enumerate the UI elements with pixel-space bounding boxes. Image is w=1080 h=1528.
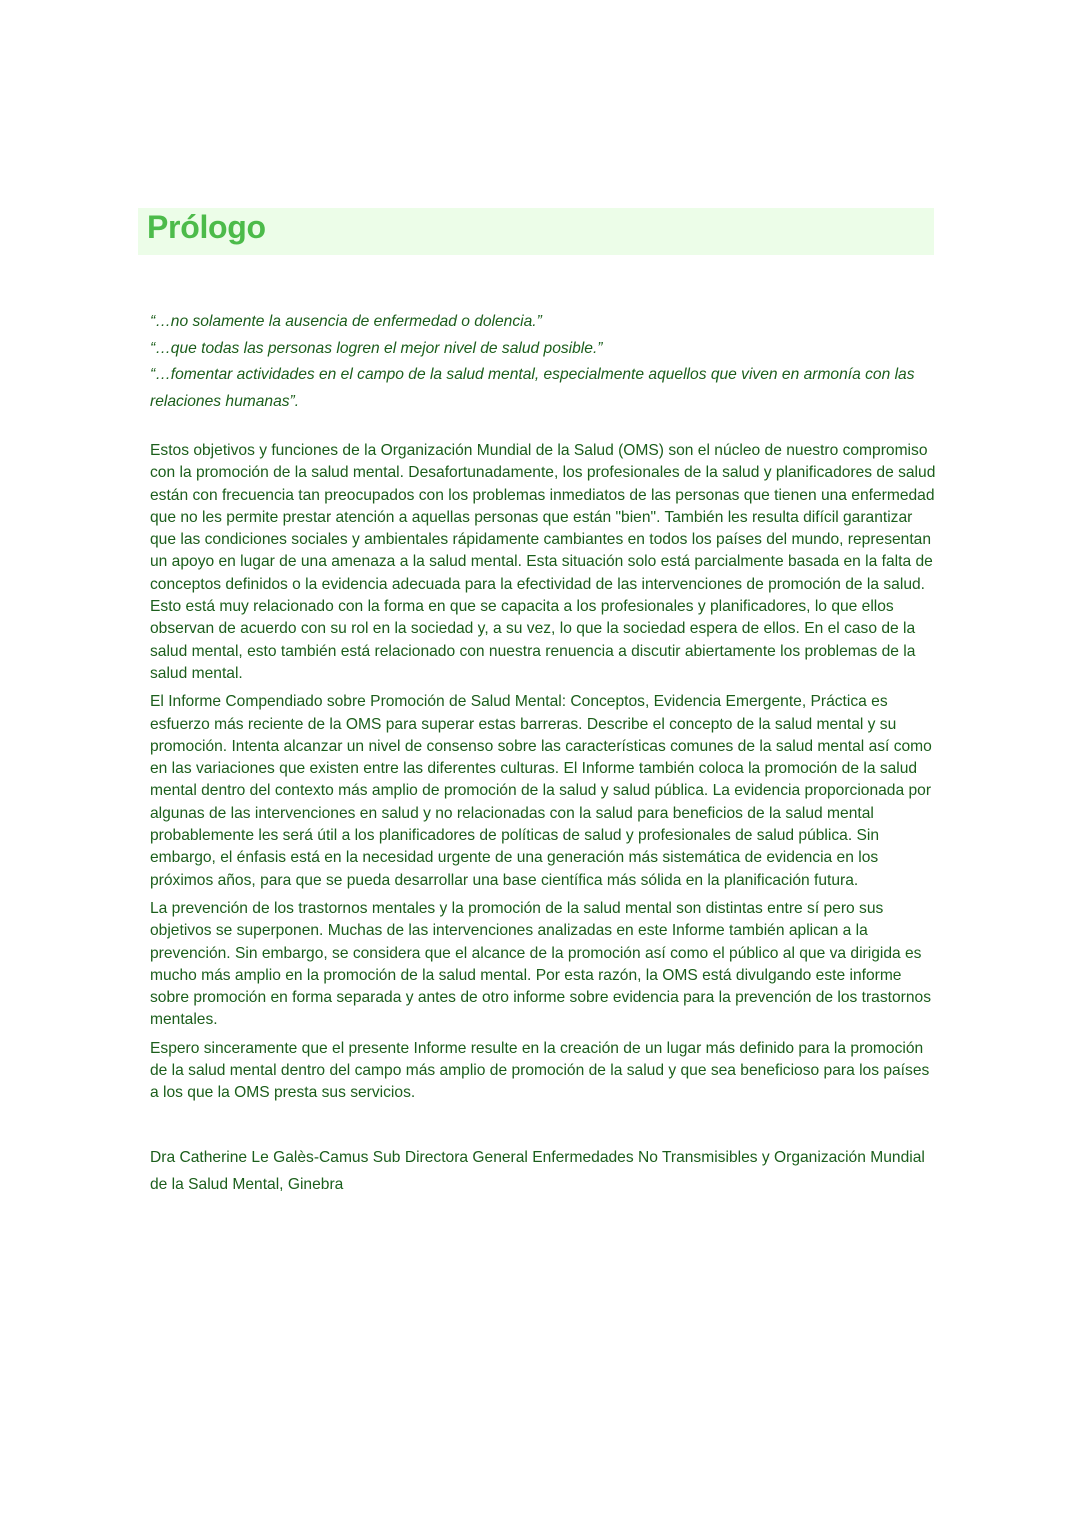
paragraph-4: Espero sinceramente que el presente Informe resulte en la creación de un lugar más definido para la promoción de la salud mental dentro del campo más amplio de promoción de la salud y que sea beneficioso para los países a los que la OMS presta sus servicios. [150, 1039, 930, 1102]
quote-1: “…no solamente la ausencia de enfermedad o dolencia.” [150, 313, 542, 330]
quote-3: “…fomentar actividades en el campo de la salud mental, especialmente aquellos que viven en armonía con las relaciones humanas”. [150, 366, 915, 411]
title-band [138, 208, 934, 255]
body-text [150, 440, 940, 1111]
quote-2: “…que todas las personas logren el mejor nivel de salud posible.” [150, 339, 603, 357]
signature: Dra Catherine Le Galès-Camus Sub Directora General Enfermedades No Transmisibles y Organización Mundial de la Salud Mental, Ginebra [150, 1149, 925, 1193]
paragraph-3: La prevención de los trastornos mentales y la promoción de la salud mental son distintas entre sí pero sus objetivos se superponen. Muchas de las intervenciones analizadas en este Informe también aplican a la prevención. Sin embargo, se considera que el alcance de la promoción así como el público al que va dirigida es mucho más amplio en la promoción de la salud mental. Por esta razón, la OMS está divulgando este informe sobre promoción en forma separada y antes de otro informe sobre evidencia para la prevención de los trastornos mentales. [150, 899, 931, 1029]
epigraph-quotes [150, 309, 940, 416]
paragraph-2: El Informe Compendiado sobre Promoción de Salud Mental: Conceptos, Evidencia Emergente, Práctica es esfuerzo más reciente de la OMS para superar estas barreras. Describe el concepto de la salud mental y su promoción. Intenta alcanzar un nivel de consenso sobre las características comunes de la salud mental así como en las variaciones que existen entre las diferentes culturas. El Informe también coloca la promoción de la salud mental dentro del contexto más amplio de promoción de la salud y salud pública. La evidencia proporcionada por algunas de las intervenciones en salud y no relacionadas con la salud para beneficios de la salud mental probablemente les será útil a los planificadores de políticas de salud y profesionales de salud pública. Sin embargo, el énfasis está en la necesidad urgente de una generación más sistemática de evidencia en los próximos años, para que se pueda desarrollar una base científica más sólida en la planificación futura. [150, 693, 932, 889]
paragraph-1: Estos objetivos y funciones de la Organización Mundial de la Salud (OMS) son el núcleo de nuestro compromiso con la promoción de la salud mental. Desafortunadamente, los profesionales de la salud y planificadores de salud están con frecuencia tan preocupados con los problemas inmediatos de las personas que tienen una enfermedad que no les permite prestar atención a aquellas personas que están "bien". También les resulta difícil garantizar que las condiciones sociales y ambientales rápidamente cambiantes en todos los países del mundo, representan un apoyo en lugar de una amenaza a la salud mental. Esta situación solo está parcialmente basada en la falta de conceptos definidos o la evidencia adecuada para la efectividad de las intervenciones de promoción de la salud. Esto está muy relacionado con la forma en que se capacita a los profesionales y planificadores, lo que ellos observan de acuerdo con su rol en la sociedad y, a su vez, lo que la sociedad espera de ellos. En el caso de la salud mental, esto también está relacionado con nuestra renuencia a discutir abiertamente los problemas de la salud mental. [150, 442, 936, 682]
page-title: Prólogo [147, 209, 266, 245]
